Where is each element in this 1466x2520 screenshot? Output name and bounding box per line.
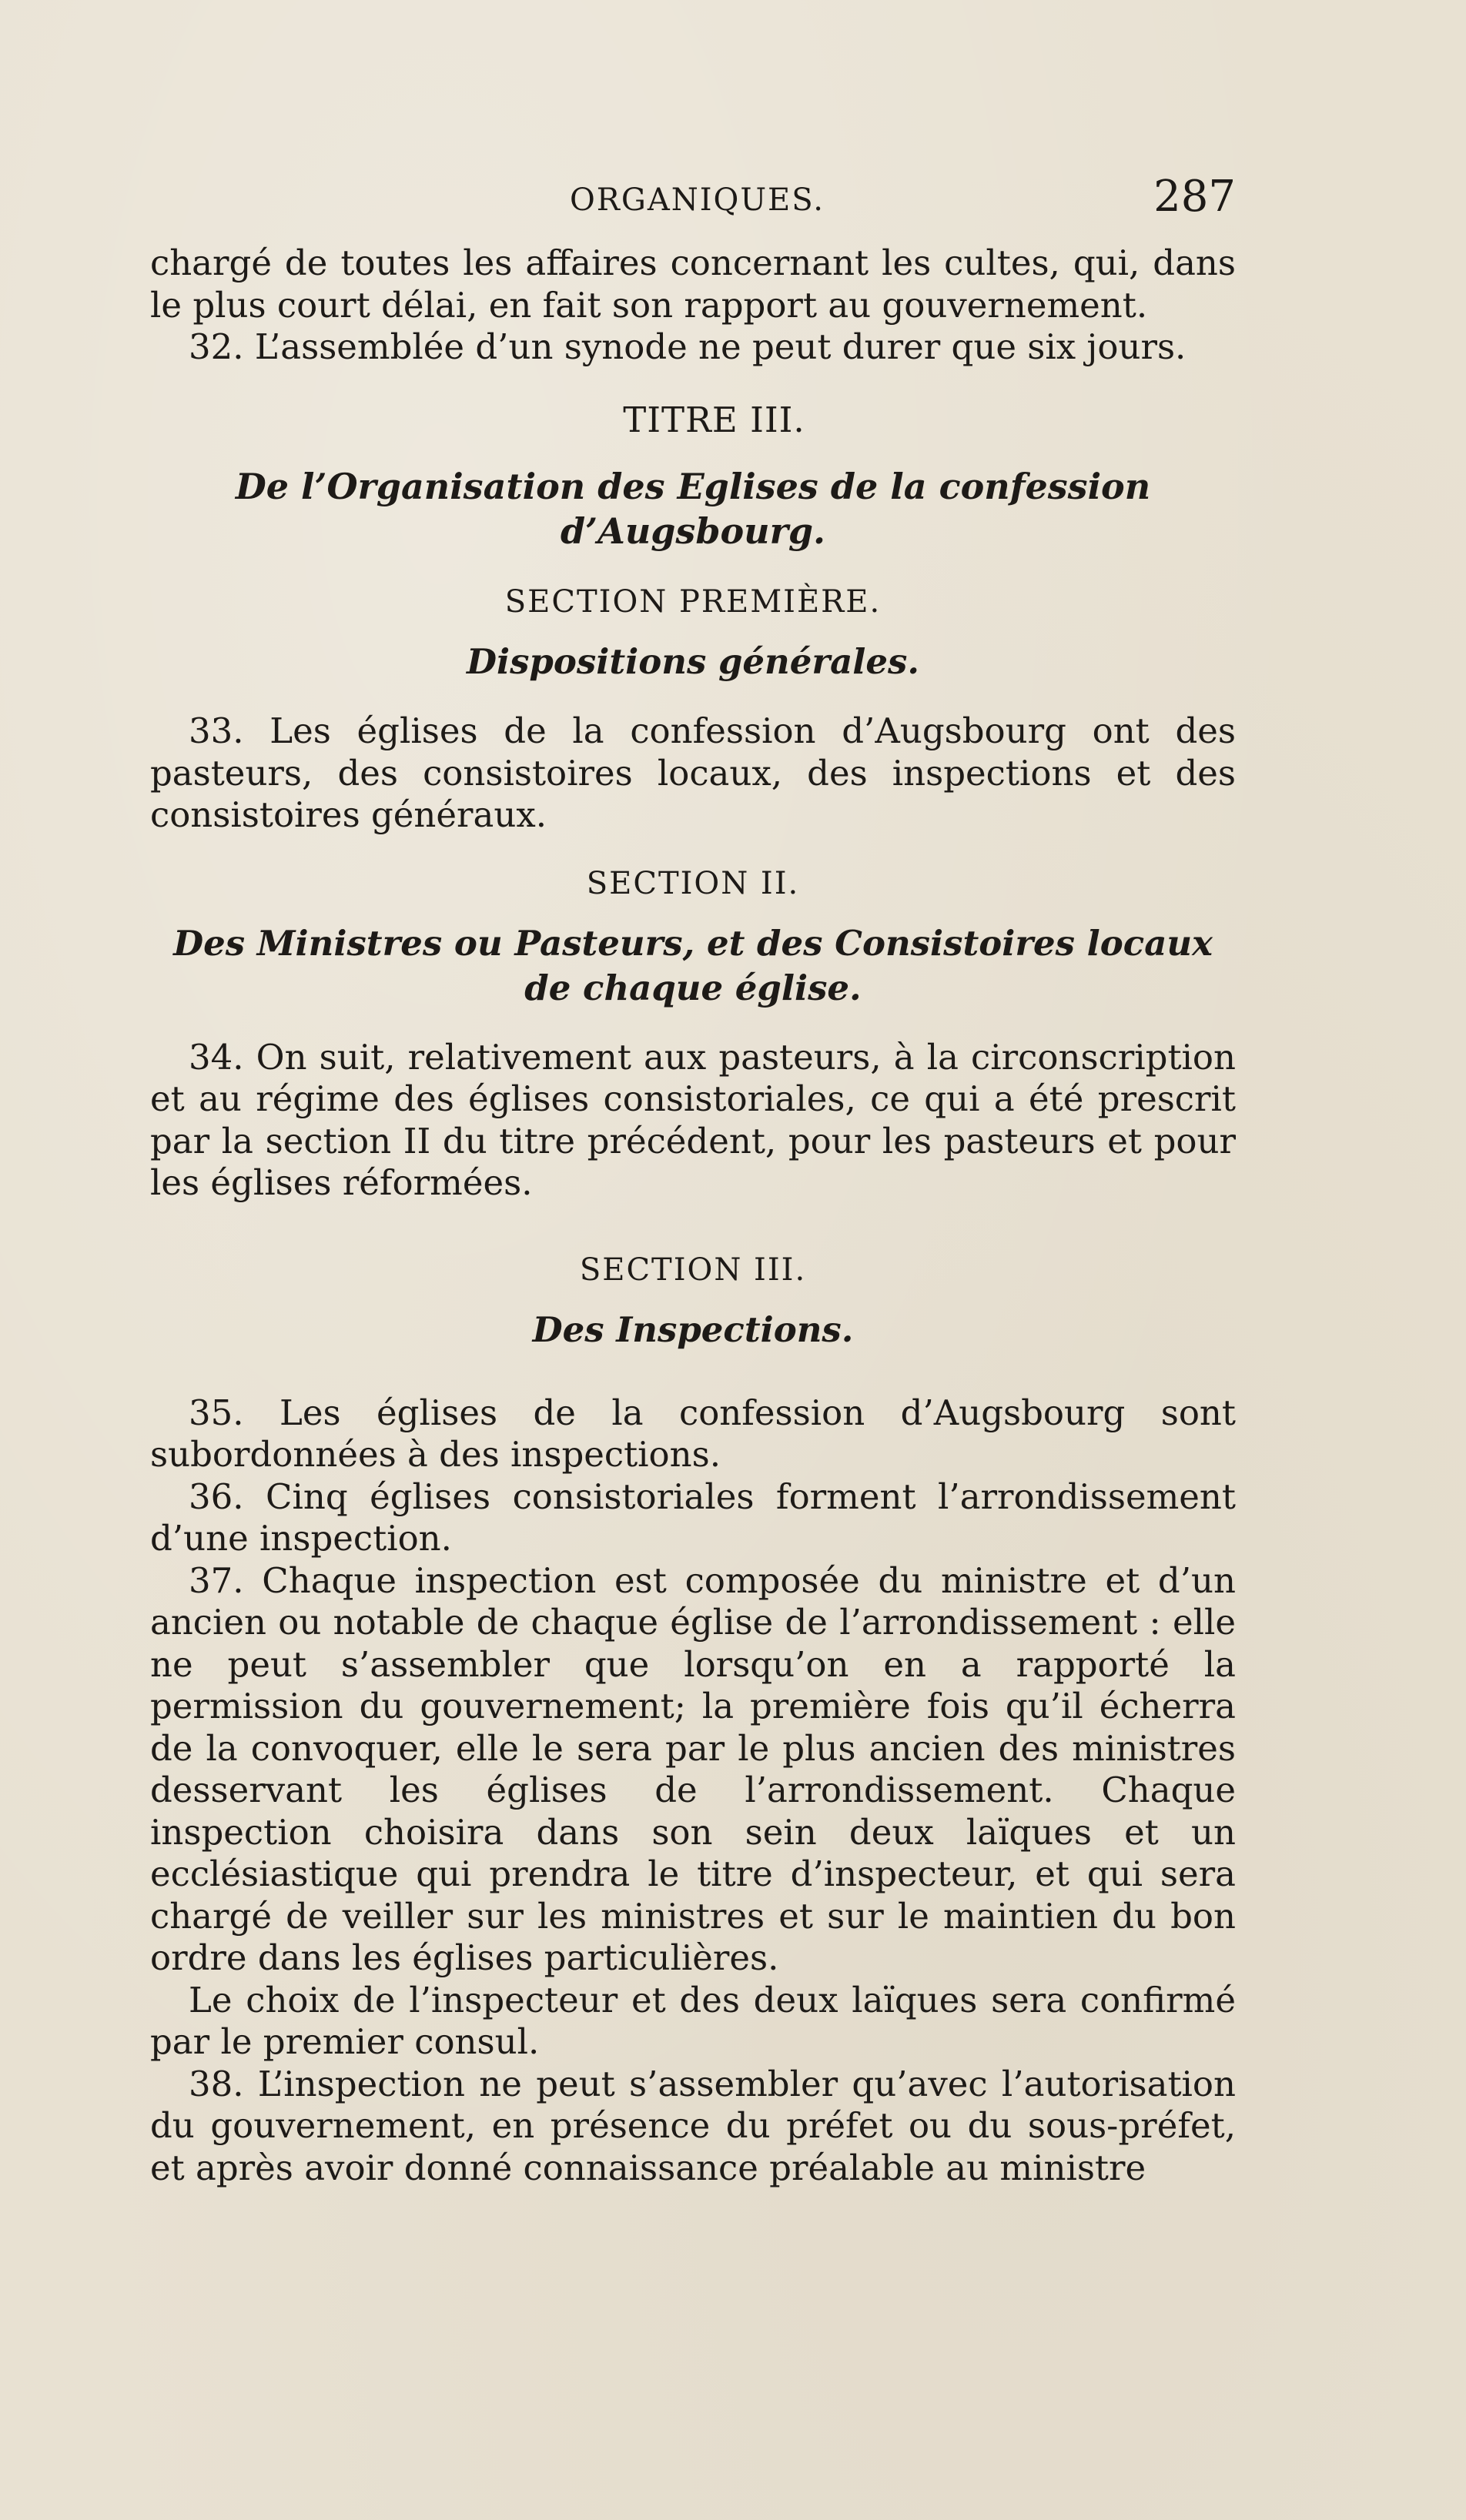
page-number: 287 — [1153, 172, 1236, 222]
article-34: 34. On suit, relativement aux pasteurs, à la circonscription et au régime des églises consistoriales, ce qui a été prescrit par la section II du titre précédent, pour les pasteurs et pour les églises réformées. — [150, 1036, 1236, 1203]
section-3-subtitle: Des Inspections. — [532, 1308, 854, 1350]
article-36: 36. Cinq églises consistoriales forment l’arrondissement d’une inspection. — [150, 1476, 1236, 1559]
running-title: ORGANIQUES. — [570, 182, 825, 218]
titre-subtitle: De l’Organisation des Eglises de la confession d’Augsbourg. — [235, 466, 1151, 552]
article-33: 33. Les églises de la confession d’Augsbourg ont des pasteurs, des consistoires locaux, des inspections et des consistoires généraux. — [150, 710, 1236, 835]
section-2-subtitle: Des Ministres ou Pasteurs, et des Consistoires locaux de chaque église. — [173, 922, 1213, 1008]
section-3-heading: SECTION III. — [579, 1252, 807, 1288]
section-2-heading: SECTION II. — [586, 865, 800, 901]
article-32: 32. L’assemblée d’un synode ne peut durer que six jours. — [189, 326, 1187, 367]
paragraph-continued: chargé de toutes les affaires concernant les cultes, qui, dans le plus court délai, en fait son rapport au gouvernement. — [150, 242, 1236, 326]
article-37: 37. Chaque inspection est composée du ministre et d’un ancien ou notable de chaque église de l’arrondissement : elle ne peut s’assembler que lorsqu’on en a rapporté la permission du gouvernement; la première fois qu’il écherra de la convoquer, elle le sera par le plus ancien des ministres desservant les églises de l’arrondissement. Chaque inspection choisira dans son sein deux laïques et un ecclésiastique qui prendra le titre d’inspecteur, et qui sera chargé de veiller sur les ministres et sur le maintien du bon ordre dans les églises particulières. — [150, 1559, 1236, 1978]
running-header — [150, 173, 1236, 242]
titre-text: TITRE III. — [623, 399, 805, 440]
article-35: 35. Les églises de la confession d’Augsbourg sont subordonnées à des inspections. — [150, 1392, 1236, 1475]
titre-heading — [150, 399, 1236, 442]
section-1-heading: SECTION PREMIÈRE. — [504, 584, 882, 620]
page-content — [150, 173, 1236, 2189]
article-37-continued: Le choix de l’inspecteur et des deux laïques sera confirmé par le premier consul. — [150, 1979, 1236, 2062]
section-1-subtitle: Dispositions générales. — [466, 641, 919, 682]
article-38: 38. L’inspection ne peut s’assembler qu’avec l’autorisation du gouvernement, en présence du préfet ou du sous-préfet, et après avoir donné connaissance préalable au ministre — [150, 2063, 1236, 2188]
